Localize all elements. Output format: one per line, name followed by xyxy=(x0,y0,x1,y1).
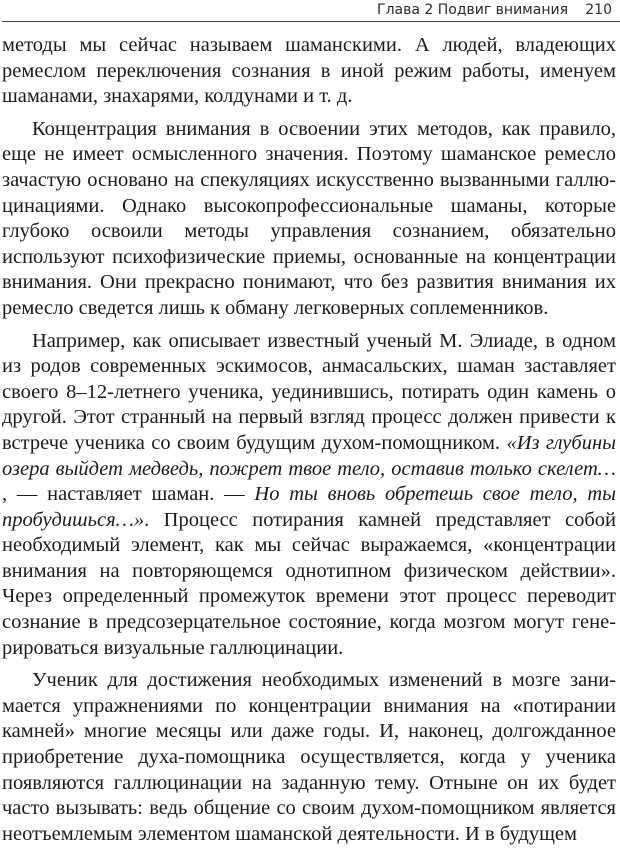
header-rule xyxy=(2,21,620,22)
page-number: 210 xyxy=(585,2,612,18)
paragraph xyxy=(2,329,616,662)
quote-text: «Из глубины озера выйдет медведь, пожрет твое тело, оставив только скелет… xyxy=(2,431,616,480)
running-header xyxy=(0,0,620,24)
paragraph: Концентрация внимания в освоении этих методов, как правило, еще не имеет осмысленного значения. Поэтому шаманское ремесло зачастую основано на спекуляциях искусственно вызванными галлю-цинациями. Однако высокопрофессиональные шаманы, которые глубоко освоили методы управления сознанием, обязательно используют психофизические приемы, основанные на концентрации внимания. Они прекрасно понимают, что без развития внимания их ремесло сведется лишь к обману легковерных соплеменников. xyxy=(2,117,616,319)
body-text xyxy=(2,33,616,854)
paragraph-text: . Процесс потирания камней представляет собой необходимый элемент, как мы сейчас выражаемся, «концентрации внимания на повторяющемся однотипном физическом действии». Через определенный промежуток времени этот процесс переводит сознание в предсозерцательное состояние, когда мозгом могут гене-рироваться визуальные галлюцинации. xyxy=(2,508,616,659)
paragraph: Ученик для достижения необходимых изменений в мозге зани-мается упражнениями по концентрации внимания на «потирании камней» многие месяцы или даже годы. И, наконец, долгожданное приобретение духа-помощника осуществляется, когда у ученика появляются галлюцинации на заданную тему. Отныне он их будет часто вызывать: ведь общение со своим духом-помощником является неотъемлемым элементом шаманской деятельности. И в будущем xyxy=(2,669,616,845)
paragraph-text: , — наставляет шаман. — xyxy=(2,483,245,506)
chapter-title: Глава 2 Подвиг внимания xyxy=(377,2,568,18)
paragraph: методы мы сейчас называем шаманскими. А людей, владеющих ремеслом переключения сознания в иной режим работы, именуем шаманами, знахарями, колдунами и т. д. xyxy=(2,34,616,108)
paragraph-text: Например, как описывает известный ученый М. Элиаде, в одном из родов современных эскимосов, анмасальских, шаман заставляет своего 8–12-летнего ученика, уединившись, потирать один камень о другой. Этот странный на первый взгляд процесс должен привести к встрече ученика со своим будущим духом-помощником. xyxy=(2,329,616,454)
quote-text: Но ты вновь обретешь свое тело, ты пробудишься…» xyxy=(2,483,617,531)
